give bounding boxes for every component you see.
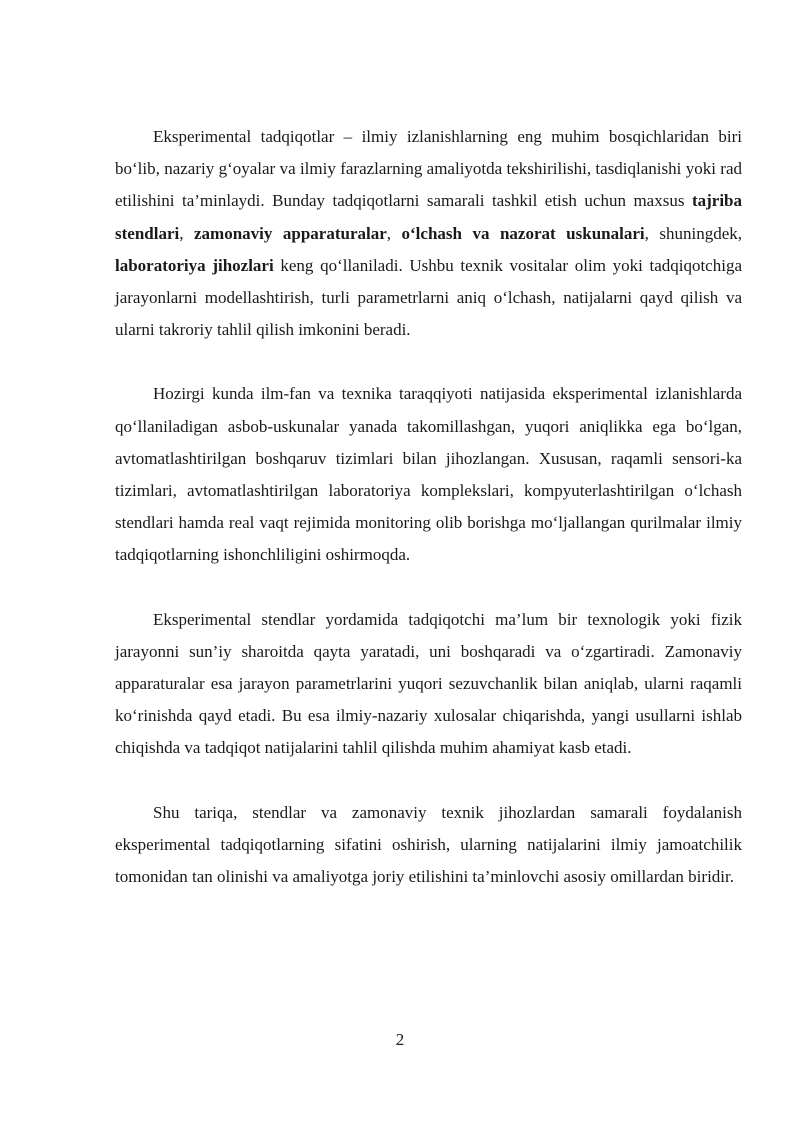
- page-number: 2: [395, 1030, 405, 1049]
- bold-term-laboratoriya-jihozlari: laboratoriya jihozlari: [115, 255, 274, 275]
- paragraph-3: [115, 604, 742, 765]
- paragraph-1-separator: ,: [386, 223, 402, 243]
- paragraph-1-text: Eksperimental tadqiqotlar – ilmiy izlanishlarning eng muhim bosqichlaridan biri bo‘lib, nazariy g‘oyalar va ilmiy farazlarning amaliyotda tekshirilishi, tasdiqlanishi yoki rad etilishini ta’minlaydi. Bunday tadqiqotlarni samarali tashkil etish uchun maxsus: [115, 127, 742, 211]
- bold-term-olchash-va-nazorat-uskunalari: o‘lchash va nazorat uskunalari: [401, 223, 645, 243]
- paragraph-2-text: Hozirgi kunda ilm-fan va texnika taraqqiyoti natijasida eksperimental izlanishlarda qo‘llaniladigan asbob-uskunalar yanada takomillashgan, yuqori aniqlikka ega bo‘lgan, avtomatlashtirilgan boshqaruv tizimlari bilan jihozlangan. Xususan, raqamli sensori-ka tizimlari, avtomatlashtirilgan laboratoriya komplekslari, kompyuterlashtirilgan o‘lchash stendlari hamda real vaqt rejimida monitoring olib borishga mo‘ljallangan qurilmalar ilmiy tadqiqotlarning ishonchliligini oshirmoqda.: [115, 384, 742, 565]
- paragraph-3-text: Eksperimental stendlar yordamida tadqiqotchi ma’lum bir texnologik yoki fizik jarayonni sun’iy sharoitda qayta yaratadi, uni boshqaradi va o‘zgartiradi. Zamonaviy apparaturalar esa jarayon parametrlarini yuqori sezuvchanlik bilan aniqlab, ularni raqamli ko‘rinishda qayd etadi. Bu esa ilmiy-nazariy xulosalar chiqarishda, yangi usullarni ishlab chiqishda va tadqiqot natijalarini tahlil qilishda muhim ahamiyat kasb etadi.: [115, 609, 742, 758]
- paragraph-1: [115, 121, 742, 346]
- bold-term-zamonaviy-apparaturalar: zamonaviy apparaturalar: [193, 223, 387, 243]
- paragraph-2: [115, 378, 742, 571]
- paragraph-1-text: , shuningdek,: [644, 223, 742, 243]
- bold-term-tajriba-stendlari: tajriba stendlari: [115, 191, 742, 243]
- document-body: [115, 121, 742, 925]
- paragraph-1-separator: ,: [179, 223, 194, 243]
- paragraph-1-text: keng qo‘llaniladi. Ushbu texnik vositalar olim yoki tadqiqotchiga jarayonlarni modellashtirish, turli parametrlarni aniq o‘lchash, natijalarni qayd qilish va ularni takroriy tahlil qilish imkonini beradi.: [115, 255, 743, 340]
- paragraph-4-text: Shu tariqa, stendlar va zamonaviy texnik jihozlardan samarali foydalanish eksperimental tadqiqotlarning sifatini oshirish, ularning natijalarini ilmiy jamoatchilik tomonidan tan olinishi va amaliyotga joriy etilishini ta’minlovchi asosiy omillardan biridir.: [115, 802, 742, 887]
- paragraph-4: [115, 797, 742, 894]
